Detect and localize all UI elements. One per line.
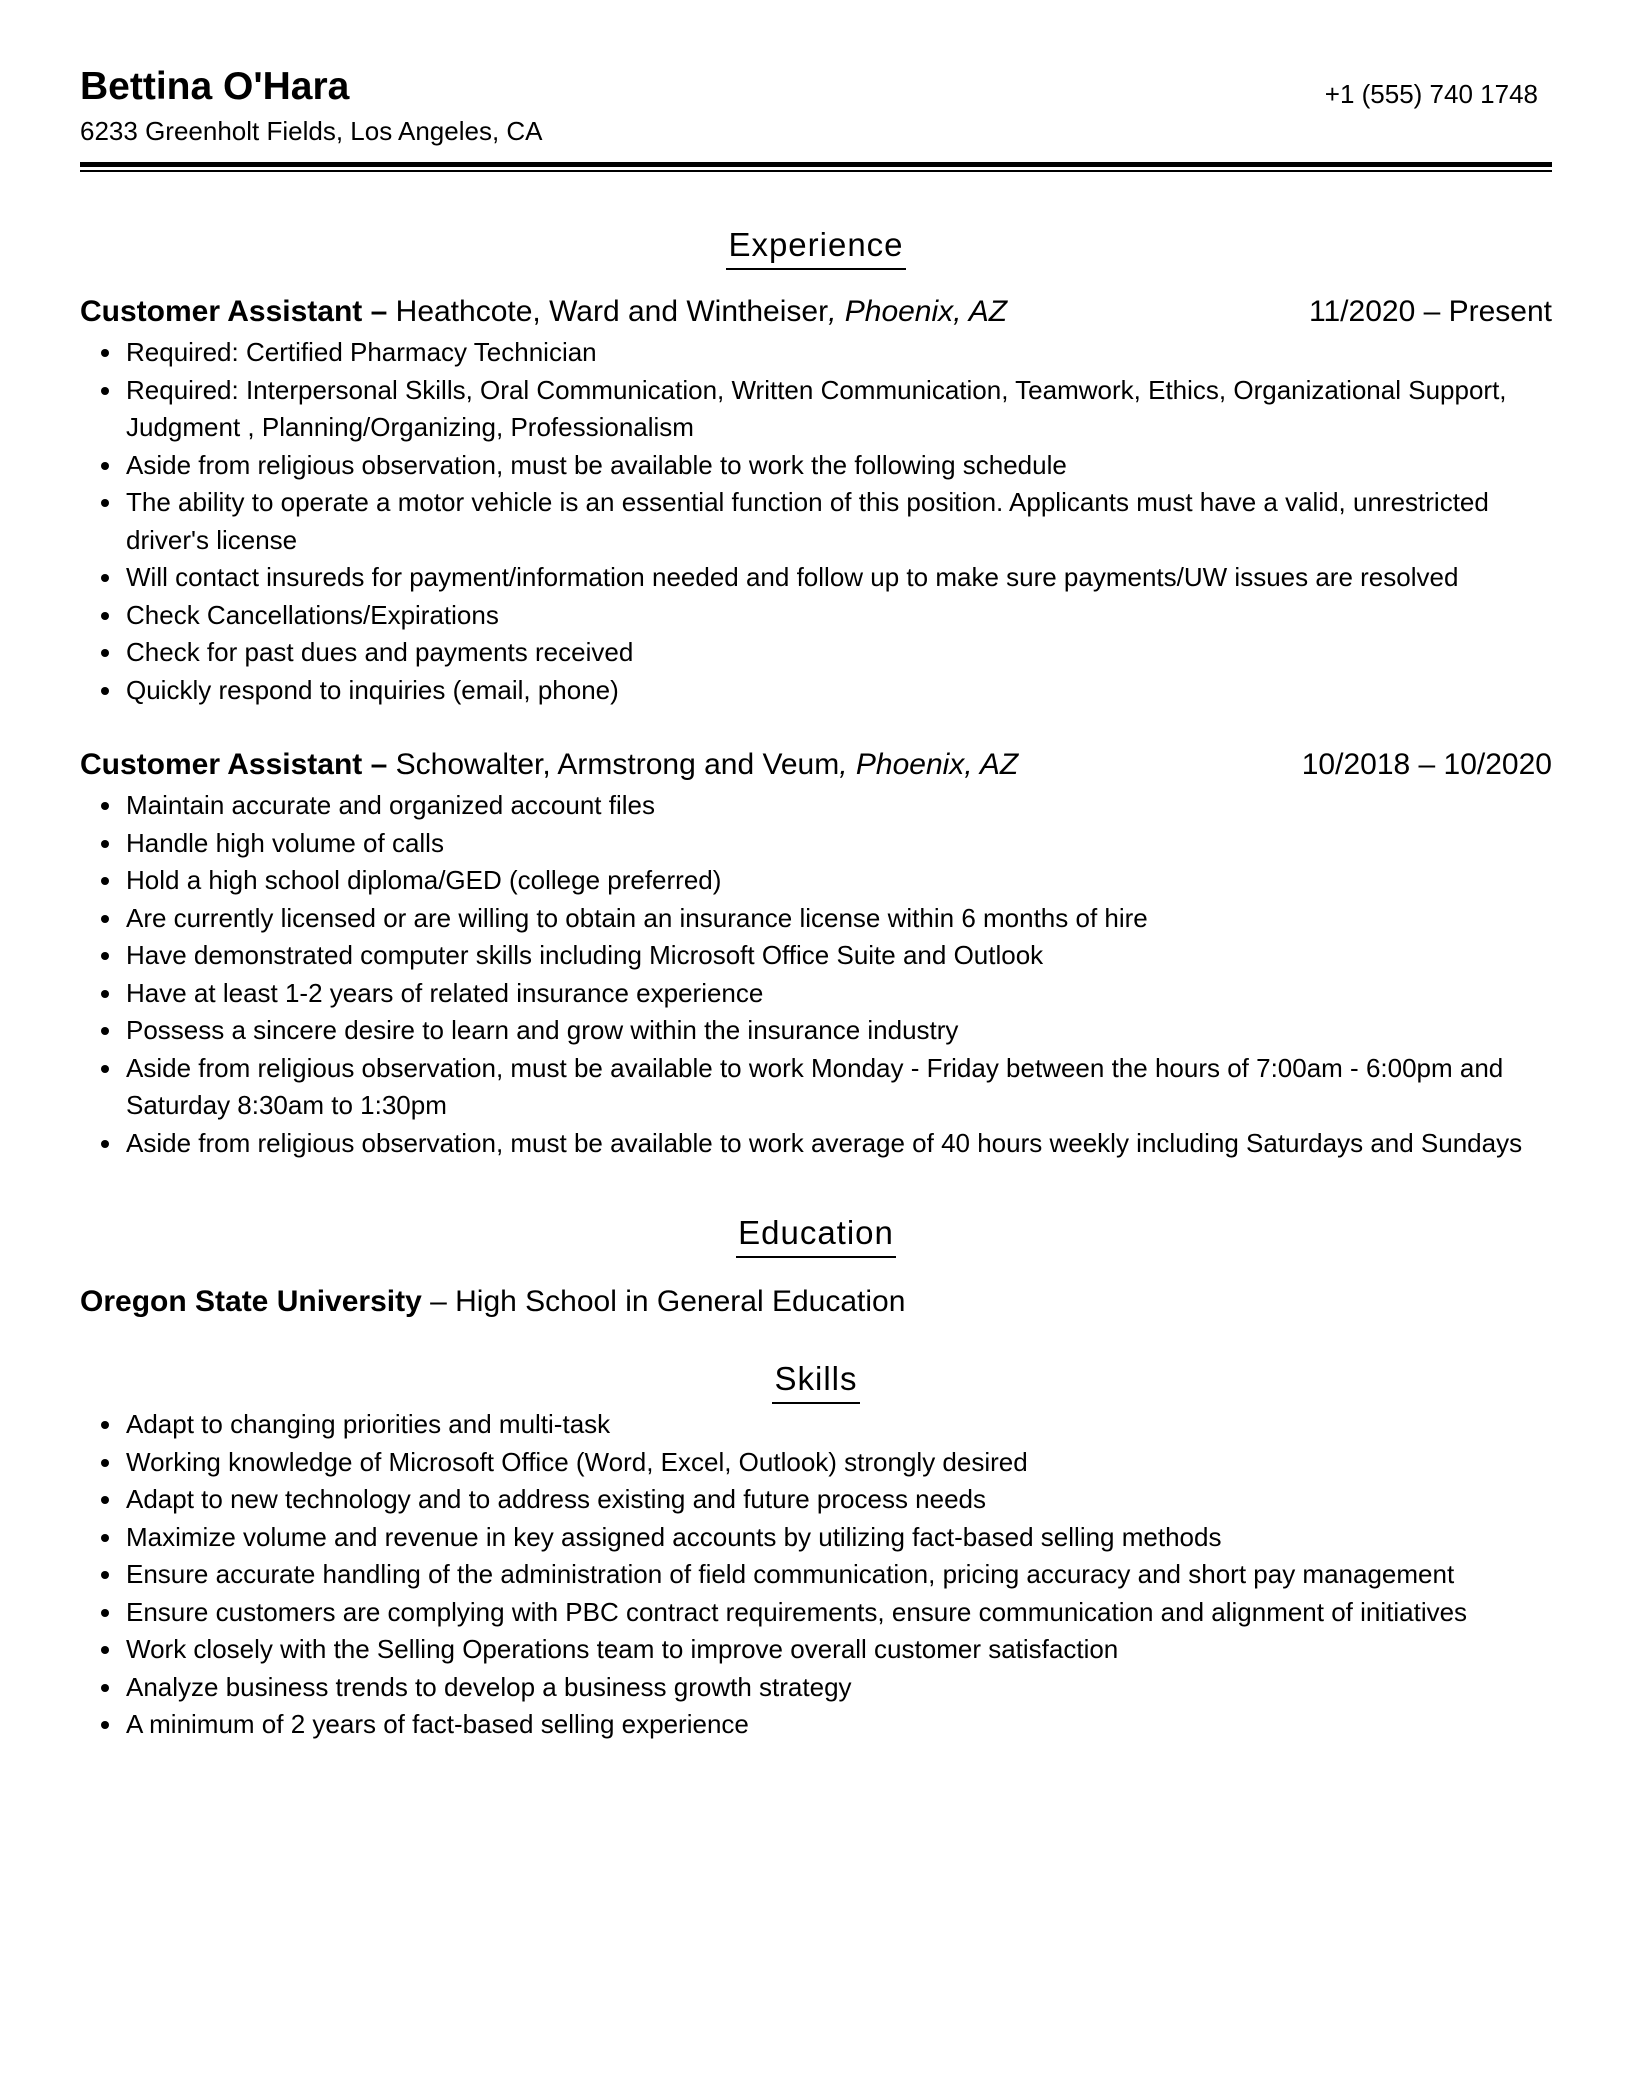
list-item: Handle high volume of calls [80, 825, 1552, 863]
list-item: Ensure customers are complying with PBC contract requirements, ensure communication and alignment of initiatives [80, 1594, 1552, 1632]
job-entry [80, 292, 1552, 709]
job-company: Heathcote, Ward and Wintheiser [387, 295, 829, 328]
list-item: Adapt to changing priorities and multi-task [80, 1406, 1552, 1444]
job-duties-list [80, 787, 1552, 1162]
list-item: Possess a sincere desire to learn and grow within the insurance industry [80, 1012, 1552, 1050]
list-item: A minimum of 2 years of fact-based selling experience [80, 1706, 1552, 1744]
list-item: Have demonstrated computer skills including Microsoft Office Suite and Outlook [80, 937, 1552, 975]
job-location: , Phoenix, AZ [839, 748, 1019, 781]
list-item: Adapt to new technology and to address existing and future process needs [80, 1481, 1552, 1519]
job-title: Customer Assistant – [80, 295, 388, 328]
experience-heading [80, 224, 1552, 270]
list-item: Working knowledge of Microsoft Office (Word, Excel, Outlook) strongly desired [80, 1444, 1552, 1482]
job-entry [80, 745, 1552, 1162]
list-item: Ensure accurate handling of the administration of field communication, pricing accuracy and short pay management [80, 1556, 1552, 1594]
list-item: Are currently licensed or are willing to obtain an insurance license within 6 months of hire [80, 900, 1552, 938]
list-item: Work closely with the Selling Operations team to improve overall customer satisfaction [80, 1631, 1552, 1669]
list-item: The ability to operate a motor vehicle is an essential function of this position. Applicants must have a valid, unrestricted driver's license [80, 484, 1552, 559]
job-duties-list [80, 334, 1552, 709]
list-item: Have at least 1-2 years of related insurance experience [80, 975, 1552, 1013]
job-header [80, 745, 1552, 785]
education-school: Oregon State University [80, 1285, 422, 1318]
list-item: Check Cancellations/Expirations [80, 597, 1552, 635]
list-item: Aside from religious observation, must be available to work the following schedule [80, 447, 1552, 485]
candidate-name: Bettina O'Hara [80, 65, 350, 108]
list-item: Aside from religious observation, must be available to work Monday - Friday between the hours of 7:00am - 6:00pm and Saturday 8:30am to 1:30pm [80, 1050, 1552, 1125]
list-item: Hold a high school diploma/GED (college preferred) [80, 862, 1552, 900]
list-item: Quickly respond to inquiries (email, phone) [80, 672, 1552, 710]
skills-heading-text: Skills [772, 1358, 859, 1404]
education-detail: – High School in General Education [421, 1285, 906, 1318]
list-item: Required: Interpersonal Skills, Oral Communication, Written Communication, Teamwork, Ethics, Organizational Support, Judgment , Planning/Organizing, Professionalism [80, 372, 1552, 447]
candidate-address: 6233 Greenholt Fields, Los Angeles, CA [80, 116, 543, 146]
education-entry [80, 1282, 1552, 1322]
list-item: Maintain accurate and organized account files [80, 787, 1552, 825]
education-heading-text: Education [736, 1212, 896, 1258]
job-location: , Phoenix, AZ [828, 295, 1008, 328]
job-dates: 10/2018 – 10/2020 [1301, 748, 1552, 781]
header-divider [80, 162, 1552, 172]
list-item: Check for past dues and payments received [80, 634, 1552, 672]
list-item: Required: Certified Pharmacy Technician [80, 334, 1552, 372]
skills-heading [80, 1358, 1552, 1404]
resume-header [80, 0, 1552, 156]
experience-heading-text: Experience [726, 224, 905, 270]
list-item: Analyze business trends to develop a business growth strategy [80, 1669, 1552, 1707]
job-header [80, 292, 1552, 332]
education-heading [80, 1212, 1552, 1258]
job-title: Customer Assistant – [80, 748, 388, 781]
job-company: Schowalter, Armstrong and Veum [387, 748, 840, 781]
list-item: Will contact insureds for payment/information needed and follow up to make sure payments/UW issues are resolved [80, 559, 1552, 597]
job-dates: 11/2020 – Present [1309, 295, 1552, 328]
skills-list [80, 1406, 1552, 1744]
list-item: Aside from religious observation, must be available to work average of 40 hours weekly including Saturdays and Sundays [80, 1125, 1552, 1163]
list-item: Maximize volume and revenue in key assigned accounts by utilizing fact-based selling methods [80, 1519, 1552, 1557]
candidate-phone: +1 (555) 740 1748 [1324, 79, 1538, 109]
